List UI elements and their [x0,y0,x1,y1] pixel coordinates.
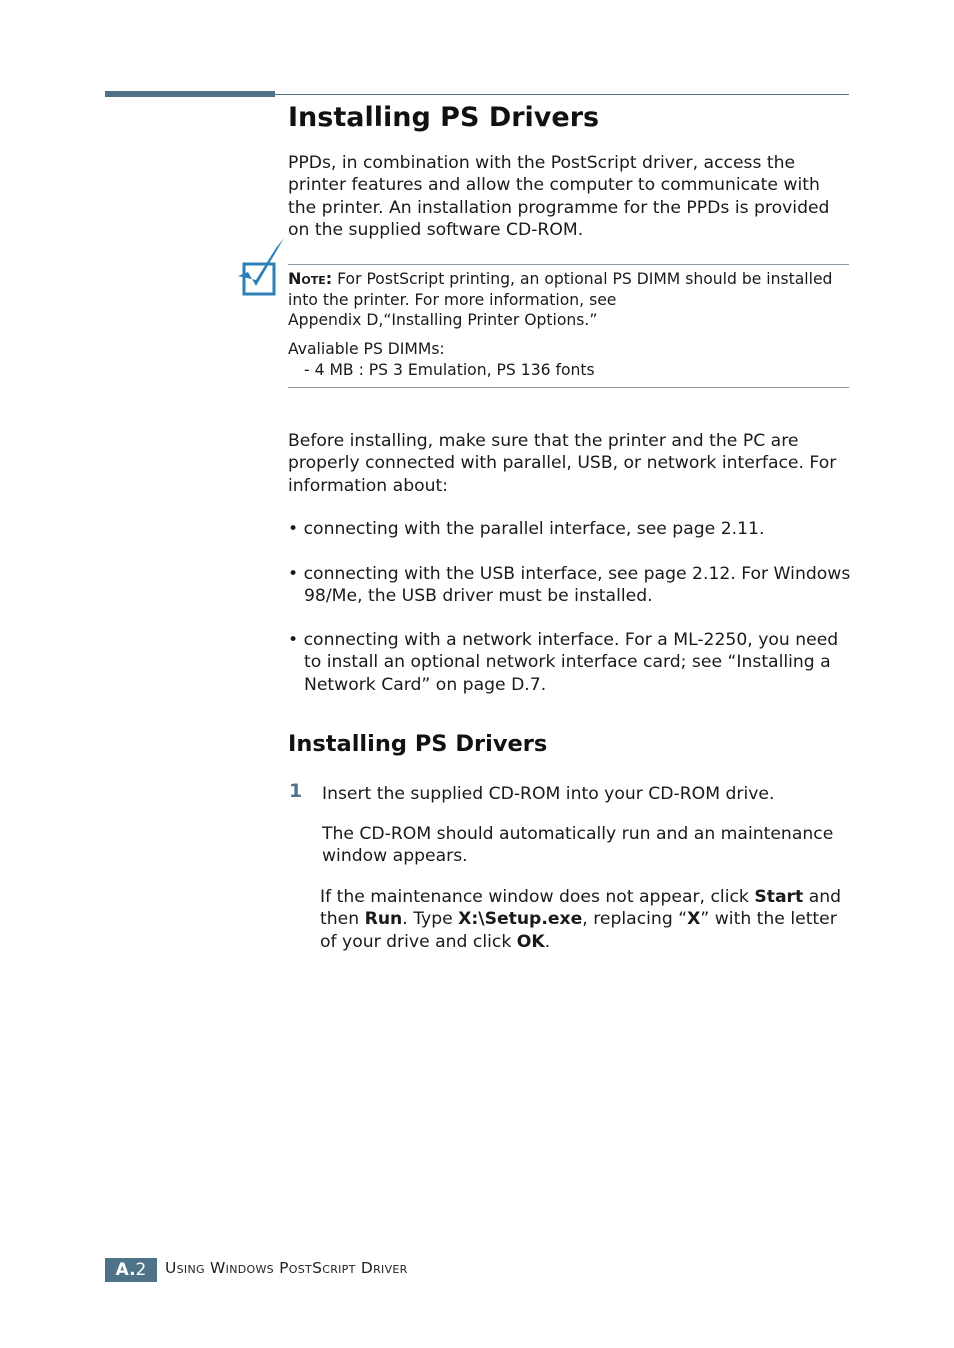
ok-keyword: OK [516,931,545,952]
step-number: 1 [289,780,303,802]
footer-title: Using Windows PostScript Driver [165,1259,408,1277]
note-text [288,269,853,331]
fallback-text: . Type [402,909,459,930]
fallback-text: and then [320,887,842,930]
note-divider-top [288,264,849,265]
intro-paragraph: PPDs, in combination with the PostScript driver, access the printer features and allow the computer to communicate with the printer. An installation programme for the PPDs is provided on the supplied software CD-ROM. [288,153,830,240]
note-dimm-list [288,339,853,380]
note-checkmark-icon [236,236,288,298]
note-reference: Appendix D,“Installing Printer Options.” [288,311,598,329]
fallback-text: , replacing “ [582,909,688,930]
setup-path: X:\Setup.exe [458,909,583,930]
bullet-item: • connecting with the USB interface, see page 2.12. For Windows 98/Me, the USB driver must be installed. [288,564,851,607]
note-dimm-item: - 4 MB : PS 3 Emulation, PS 136 fonts [304,360,595,379]
step-detail: The CD-ROM should automatically run and an maintenance window appears. [322,824,834,867]
header-rule-thick [105,91,275,97]
step-fallback [320,886,853,953]
section-heading: Installing PS Drivers [288,731,548,757]
page-prefix: A. [115,1260,136,1280]
page-number: 2 [135,1260,147,1280]
run-keyword: Run [364,909,403,930]
before-installing-paragraph: Before installing, make sure that the printer and the PC are properly connected with parallel, USB, or network interface. For information about: [288,431,837,496]
note-body: For PostScript printing, an optional PS DIMM should be installed into the printer. For more information, see [288,270,833,309]
note-divider-bottom [288,387,849,388]
drive-letter: X [687,909,701,930]
fallback-text: . [544,931,551,952]
bullet-item: • connecting with the parallel interface, see page 2.11. [288,519,765,539]
start-keyword: Start [754,887,804,907]
bullet-item: • connecting with a network interface. For a ML-2250, you need to install an optional network interface card; see “Installing a Network Card” on page D.7. [288,630,839,695]
note-dimm-title: Avaliable PS DIMMs: [288,340,445,358]
step-text: Insert the supplied CD-ROM into your CD-ROM drive. [322,784,775,804]
page-title: Installing PS Drivers [288,102,600,133]
fallback-text: If the maintenance window does not appear, click [320,887,755,907]
page-number-badge [105,1258,157,1282]
note-label: Note: [288,269,333,288]
header-rule-thin [275,94,849,95]
fallback-text: ” with the letter of your drive and click [320,909,837,952]
